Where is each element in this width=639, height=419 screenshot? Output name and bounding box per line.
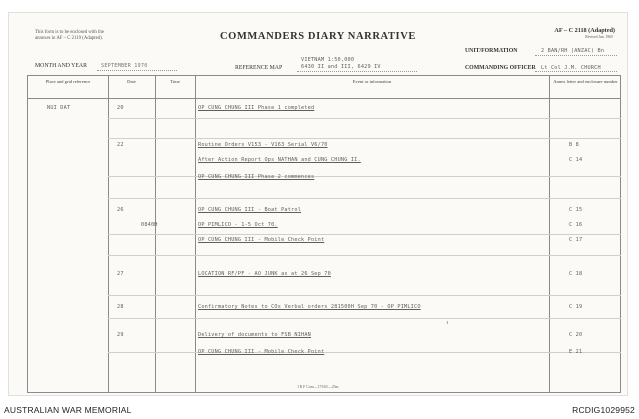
entry-date: 22: [117, 142, 124, 148]
entry-date: 27: [117, 271, 124, 277]
row-rule: [108, 198, 621, 199]
unit-dotline: [535, 55, 617, 56]
cmd-officer-value: Lt Col J.M. CHURCH: [541, 65, 601, 71]
row-rule: [108, 318, 621, 319]
cmd-officer-dotline: [535, 71, 617, 72]
entry-event: OP CUNG CHUNG III - Mobile Check Point: [198, 237, 325, 243]
stray-mark: 1: [446, 320, 449, 325]
col-header-place: Place and grid reference: [45, 79, 91, 84]
entry-event: OP CUNG CHUNG III - Boat Patrol: [198, 207, 302, 213]
entry-event: OP CUNG CHUNG III - Mobile Check Point: [198, 349, 325, 355]
row-rule: [108, 255, 621, 256]
entry-place: NUI DAT: [47, 105, 71, 111]
entry-annex: C 15: [569, 207, 583, 213]
entry-event: Delivery of documents to FSB NIHAN: [198, 332, 311, 338]
entry-annex: E 21: [569, 349, 583, 355]
row-rule: [108, 295, 621, 296]
header-divider: [28, 98, 620, 99]
month-label: MONTH AND YEAR: [35, 63, 87, 69]
entry-event: LOCATION RF/PF - AO JUNK as at 26 Sep 70: [198, 271, 331, 277]
ref-map-dotline: [297, 71, 417, 72]
entry-annex: B 8: [569, 142, 579, 148]
ref-map-value-line2: 6430 II and III, 6429 IV: [301, 64, 381, 70]
entry-date: 20: [117, 105, 124, 111]
record-id: RCDIG1029952: [572, 405, 635, 415]
ref-map-value-line1: VIETNAM 1:50,000: [301, 57, 355, 63]
col-header-annex: Annex letter and enclosure number: [553, 79, 618, 84]
page-title: COMMANDERS DIARY NARRATIVE: [219, 31, 417, 42]
entry-annex: C 14: [569, 157, 583, 163]
row-rule: [108, 138, 621, 139]
revised-date: Revised Jan, 1965: [585, 35, 613, 39]
entry-event: After Action Report Ops NATHAN and CUNG CHUNG II.: [198, 157, 361, 163]
narrative-table: [27, 75, 621, 393]
enclosure-note-line2: annexes in AF – C 2119 (Adapted).: [35, 36, 103, 41]
entry-annex: C 18: [569, 271, 583, 277]
cmd-officer-label: COMMANDING OFFICER: [465, 65, 536, 71]
month-value: SEPTEMBER 1970: [101, 63, 148, 69]
row-rule: [108, 176, 621, 177]
col-header-time: Time: [170, 79, 180, 84]
entry-event: OP CUNG CHUNG III Phase 1 completed: [198, 105, 315, 111]
entry-annex: C 17: [569, 237, 583, 243]
form-number: AF – C 2118 (Adapted): [554, 27, 615, 34]
entry-time: 0840H: [141, 222, 158, 228]
month-dotline: [97, 70, 177, 71]
entry-event: Routine Orders V153 - V163 Serial V6/70: [198, 142, 328, 148]
ref-map-label: REFERENCE MAP: [235, 65, 283, 71]
entry-event: Confirmatory Notes to COs Verbal orders 281500H Sep 70 - OP PIMLICO: [198, 304, 421, 310]
entry-date: 26: [117, 207, 124, 213]
entry-date: 28: [117, 304, 124, 310]
enclosure-note-line1: This form is to be enclosed with the: [35, 30, 104, 35]
entry-date: 29: [117, 332, 124, 338]
printer-imprint: I R F Com—175/65—25m: [297, 385, 339, 389]
archive-credit: AUSTRALIAN WAR MEMORIAL: [4, 405, 132, 415]
entry-event: OP PIMLICO - 1-5 Oct 70.: [198, 222, 278, 228]
diary-page: [8, 12, 628, 396]
col-header-event: Event or information: [352, 79, 392, 84]
unit-value: 2 BAN/RH (ANZAC) Bn: [541, 48, 605, 54]
entry-event: OP CUNG CHUNG III Phase 2 commences: [198, 174, 315, 180]
row-rule: [108, 352, 621, 353]
unit-label: UNIT/FORMATION: [465, 48, 518, 54]
row-rule: [108, 234, 621, 235]
entry-annex: C 19: [569, 304, 583, 310]
row-rule: [108, 118, 621, 119]
entry-annex: C 16: [569, 222, 583, 228]
entry-annex: C 20: [569, 332, 583, 338]
col-header-date: Date: [127, 79, 136, 84]
